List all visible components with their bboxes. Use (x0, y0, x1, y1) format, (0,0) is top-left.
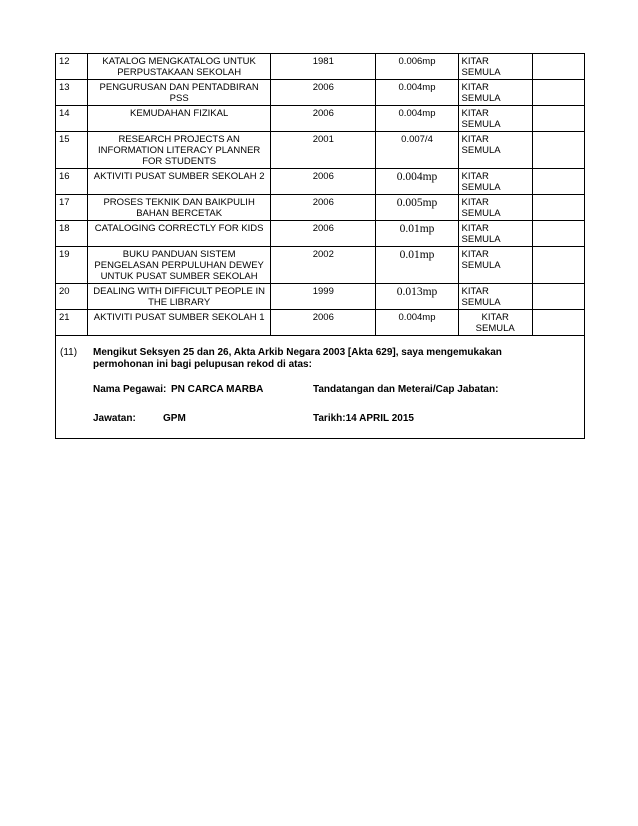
record-year: 1981 (271, 54, 376, 80)
record-action: KITAR SEMULA (458, 169, 532, 195)
record-action: KITAR SEMULA (458, 195, 532, 221)
record-size: 0.006mp (376, 54, 458, 80)
table-row (56, 106, 585, 132)
record-action: KITAR SEMULA (458, 106, 532, 132)
record-year: 1999 (271, 284, 376, 310)
record-year: 2006 (271, 80, 376, 106)
record-number: 21 (56, 310, 88, 336)
document-page (55, 53, 585, 439)
table-row (56, 54, 585, 80)
officer-label: Nama Pegawai: (93, 384, 167, 395)
record-number: 19 (56, 247, 88, 284)
record-size: 0.01mp (376, 221, 458, 247)
record-size: 0.004mp (376, 169, 458, 195)
date-text: Tarikh:14 APRIL 2015 (313, 413, 414, 424)
record-size: 0.01mp (376, 247, 458, 284)
table-row (56, 195, 585, 221)
record-blank-cell (532, 169, 584, 195)
record-blank-cell (532, 132, 584, 169)
record-size: 0.013mp (376, 284, 458, 310)
record-number: 12 (56, 54, 88, 80)
declaration-statement: Mengikut Seksyen 25 dan 26, Akta Arkib Negara 2003 [Akta 629], saya mengemukakan permohonan ini bagi pelupusan rekod di atas: (93, 347, 502, 370)
position-value: GPM (163, 413, 186, 424)
record-title: KEMUDAHAN FIZIKAL (88, 106, 271, 132)
table-row (56, 169, 585, 195)
record-number: 15 (56, 132, 88, 169)
record-action: KITAR SEMULA (458, 54, 532, 80)
record-blank-cell (532, 80, 584, 106)
record-title: CATALOGING CORRECTLY FOR KIDS (88, 221, 271, 247)
records-table (55, 53, 585, 336)
record-title: AKTIVITI PUSAT SUMBER SEKOLAH 1 (88, 310, 271, 336)
table-row (56, 132, 585, 169)
record-action: KITAR SEMULA (458, 247, 532, 284)
table-row (56, 310, 585, 336)
officer-name: PN CARCA MARBA (171, 384, 264, 395)
record-size: 0.004mp (376, 80, 458, 106)
record-action: KITAR SEMULA (458, 310, 532, 336)
record-blank-cell (532, 310, 584, 336)
record-title: AKTIVITI PUSAT SUMBER SEKOLAH 2 (88, 169, 271, 195)
record-size: 0.005mp (376, 195, 458, 221)
record-year: 2001 (271, 132, 376, 169)
record-title: DEALING WITH DIFFICULT PEOPLE IN THE LIBRARY (88, 284, 271, 310)
record-number: 13 (56, 80, 88, 106)
record-year: 2002 (271, 247, 376, 284)
record-blank-cell (532, 106, 584, 132)
record-year: 2006 (271, 106, 376, 132)
record-number: 18 (56, 221, 88, 247)
record-blank-cell (532, 284, 584, 310)
record-title: PENGURUSAN DAN PENTADBIRAN PSS (88, 80, 271, 106)
record-title: KATALOG MENGKATALOG UNTUK PERPUSTAKAAN SEKOLAH (88, 54, 271, 80)
record-year: 2006 (271, 195, 376, 221)
declaration-box (55, 336, 585, 439)
record-title: RESEARCH PROJECTS AN INFORMATION LITERACY PLANNER FOR STUDENTS (88, 132, 271, 169)
record-title: PROSES TEKNIK DAN BAIKPULIH BAHAN BERCETAK (88, 195, 271, 221)
record-year: 2006 (271, 221, 376, 247)
table-row (56, 221, 585, 247)
declaration-number: (11) (60, 347, 78, 358)
record-blank-cell (532, 54, 584, 80)
record-action: KITAR SEMULA (458, 284, 532, 310)
record-blank-cell (532, 247, 584, 284)
records-table-body (56, 54, 585, 336)
table-row (56, 80, 585, 106)
record-year: 2006 (271, 169, 376, 195)
record-blank-cell (532, 195, 584, 221)
record-number: 14 (56, 106, 88, 132)
record-action: KITAR SEMULA (458, 80, 532, 106)
record-action: KITAR SEMULA (458, 132, 532, 169)
position-label: Jawatan: (93, 413, 136, 424)
record-size: 0.007/4 (376, 132, 458, 169)
signature-label: Tandatangan dan Meterai/Cap Jabatan: (313, 384, 499, 395)
record-number: 17 (56, 195, 88, 221)
record-size: 0.004mp (376, 310, 458, 336)
table-row (56, 247, 585, 284)
record-action: KITAR SEMULA (458, 221, 532, 247)
record-title: BUKU PANDUAN SISTEM PENGELASAN PERPULUHAN DEWEY UNTUK PUSAT SUMBER SEKOLAH (88, 247, 271, 284)
record-number: 16 (56, 169, 88, 195)
record-year: 2006 (271, 310, 376, 336)
record-size: 0.004mp (376, 106, 458, 132)
record-blank-cell (532, 221, 584, 247)
table-row (56, 284, 585, 310)
record-number: 20 (56, 284, 88, 310)
